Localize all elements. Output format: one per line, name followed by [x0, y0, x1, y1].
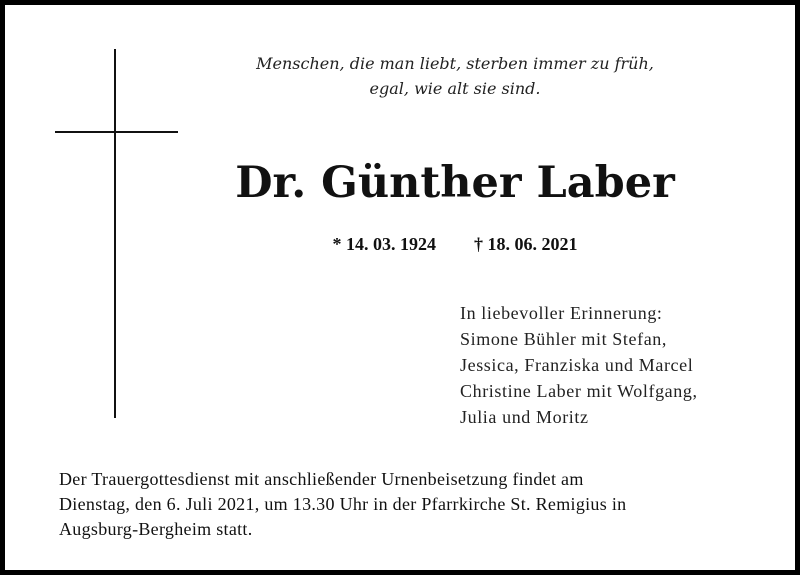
service-line: Der Trauergottesdienst mit anschließender Urnenbeisetzung findet am [59, 469, 584, 489]
life-dates [245, 232, 665, 256]
motto-line: Menschen, die man liebt, sterben immer zu früh, [256, 54, 654, 73]
cross-icon [114, 49, 116, 418]
cross-icon-crossbar [55, 131, 178, 133]
motto-line: egal, wie alt sie sind. [369, 79, 541, 98]
mourner-line: Christine Laber mit Wolfgang, [460, 381, 698, 401]
deceased-name: Dr. Günther Laber [235, 158, 675, 208]
mourner-line: Jessica, Franziska und Marcel [460, 355, 694, 375]
mourner-line: Julia und Moritz [460, 407, 589, 427]
mourners-list [460, 300, 790, 430]
service-line: Augsburg-Bergheim statt. [59, 519, 253, 539]
birth-date: * 14. 03. 1924 [332, 234, 436, 254]
service-line: Dienstag, den 6. Juli 2021, um 13.30 Uhr in der Pfarrkirche St. Remigius in [59, 494, 627, 514]
death-date: † 18. 06. 2021 [474, 234, 578, 254]
mourners-heading: In liebevoller Erinnerung: [460, 303, 663, 323]
motto-quote [205, 51, 705, 101]
funeral-service-info [59, 467, 759, 542]
mourner-line: Simone Bühler mit Stefan, [460, 329, 667, 349]
